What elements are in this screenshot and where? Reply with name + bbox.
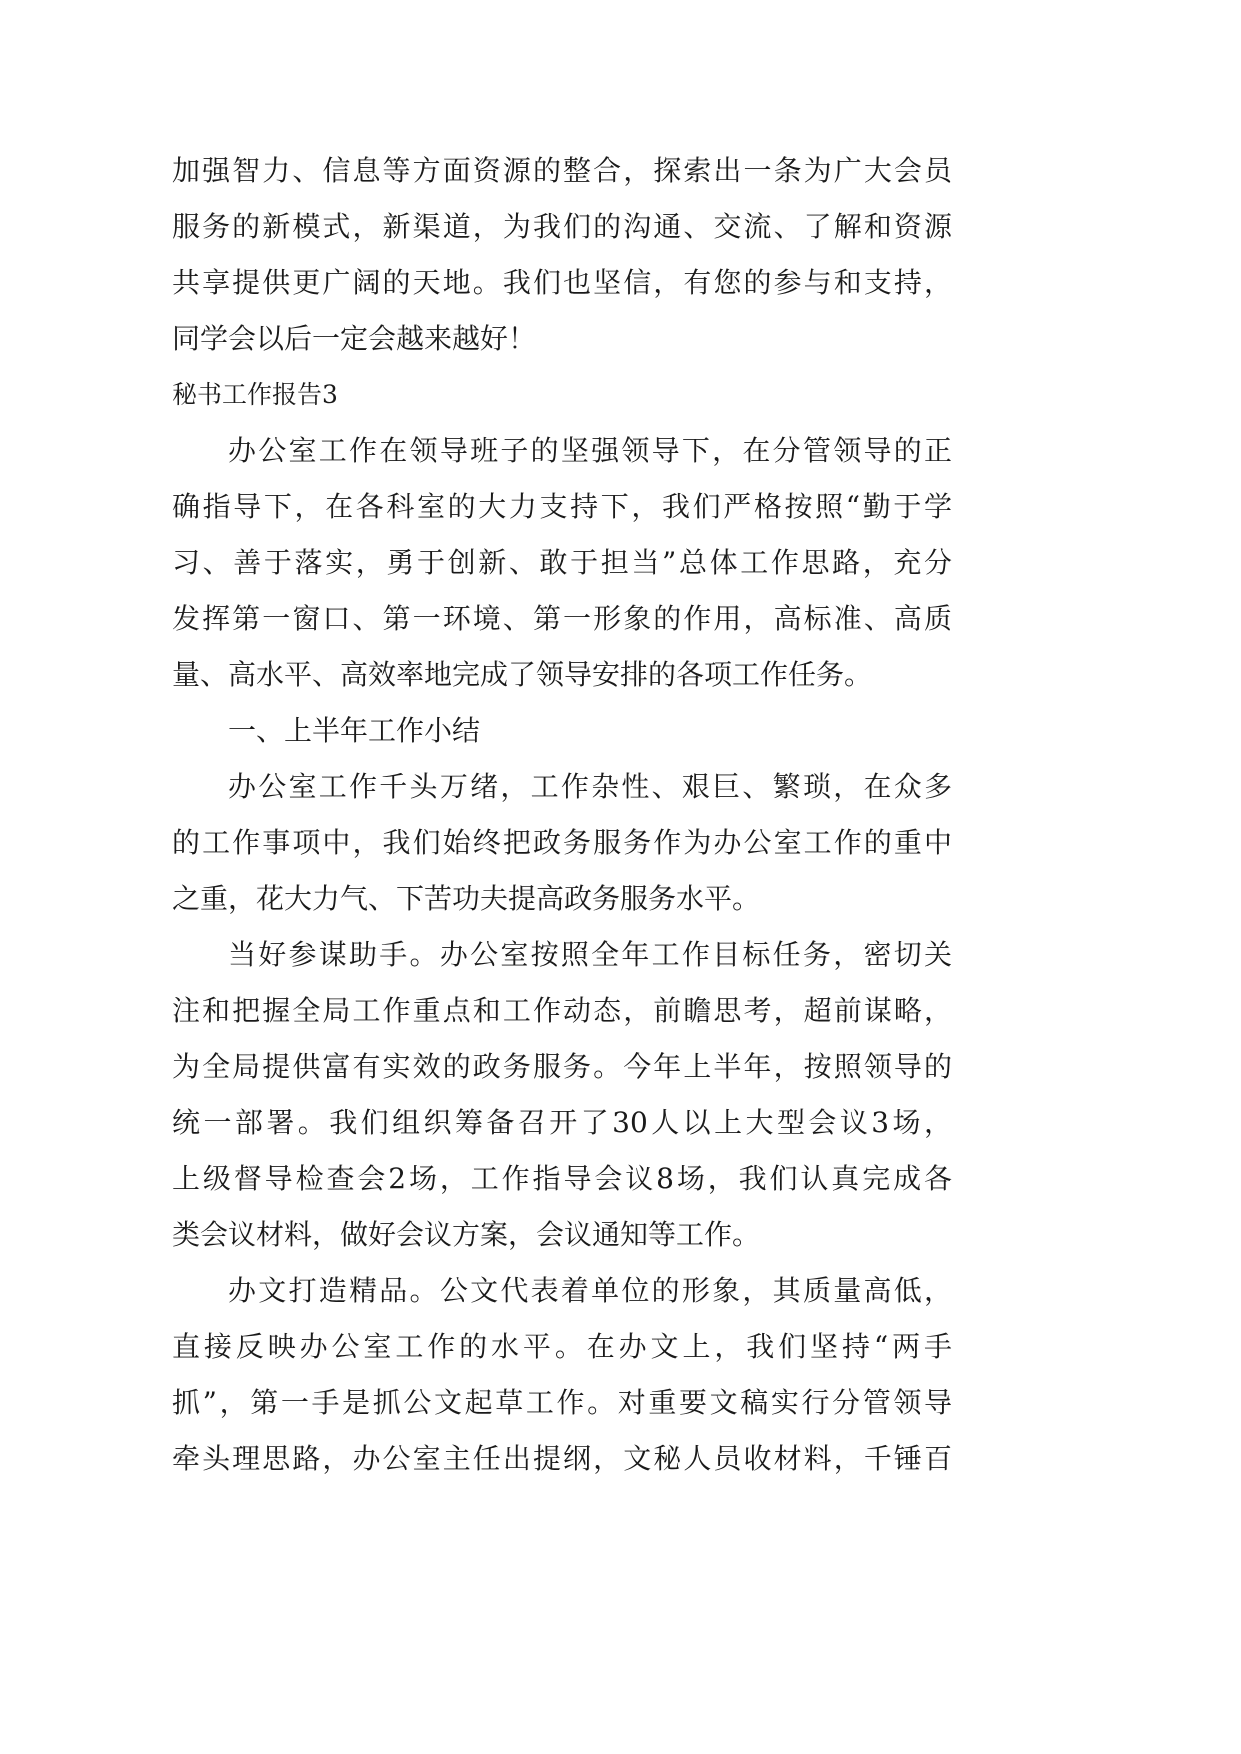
text-line: 类会议材料，做好会议方案，会议通知等工作。 xyxy=(172,1218,761,1251)
text-line: 量、高水平、高效率地完成了领导安排的各项工作任务。 xyxy=(172,658,873,691)
paragraph-first-line: 办公室工作千头万绪，工作杂性、艰巨、繁琐，在众多 xyxy=(228,770,952,803)
subsection-heading: 一、上半年工作小结 xyxy=(228,714,481,747)
paragraph-first-line: 办公室工作在领导班子的坚强领导下，在分管领导的正 xyxy=(228,434,952,467)
text-line: 共享提供更广阔的天地。我们也坚信，有您的参与和支持， xyxy=(172,266,952,299)
paragraph-first-line: 当好参谋助手。办公室按照全年工作目标任务，密切关 xyxy=(228,938,952,971)
text-line: 发挥第一窗口、第一环境、第一形象的作用，高标准、高质 xyxy=(172,602,952,635)
text-line: 统一部署。我们组织筹备召开了30人以上大型会议3场， xyxy=(172,1106,952,1139)
text-line: 之重，花大力气、下苦功夫提高政务服务水平。 xyxy=(172,882,761,915)
text-line: 注和把握全局工作重点和工作动态，前瞻思考，超前谋略， xyxy=(172,994,952,1027)
text-line: 直接反映办公室工作的水平。在办文上，我们坚持“两手 xyxy=(172,1330,952,1363)
text-line: 加强智力、信息等方面资源的整合，探索出一条为广大会员 xyxy=(172,154,952,187)
text-line: 上级督导检查会2场，工作指导会议8场，我们认真完成各 xyxy=(172,1162,952,1195)
section-heading: 秘书工作报告3 xyxy=(172,380,338,409)
paragraph-first-line: 办文打造精品。公文代表着单位的形象，其质量高低， xyxy=(228,1274,952,1307)
text-line: 习、善于落实，勇于创新、敢于担当”总体工作思路，充分 xyxy=(172,546,952,579)
text-line: 牵头理思路，办公室主任出提纲，文秘人员收材料，千锤百 xyxy=(172,1442,952,1475)
text-line: 为全局提供富有实效的政务服务。今年上半年，按照领导的 xyxy=(172,1050,952,1083)
text-line: 的工作事项中，我们始终把政务服务作为办公室工作的重中 xyxy=(172,826,952,859)
text-line: 服务的新模式，新渠道，为我们的沟通、交流、了解和资源 xyxy=(172,210,952,243)
text-line: 确指导下，在各科室的大力支持下，我们严格按照“勤于学 xyxy=(172,490,952,523)
document-body xyxy=(172,143,952,1487)
text-line: 同学会以后一定会越来越好！ xyxy=(172,322,537,355)
text-line: 抓”，第一手是抓公文起草工作。对重要文稿实行分管领导 xyxy=(172,1386,952,1419)
